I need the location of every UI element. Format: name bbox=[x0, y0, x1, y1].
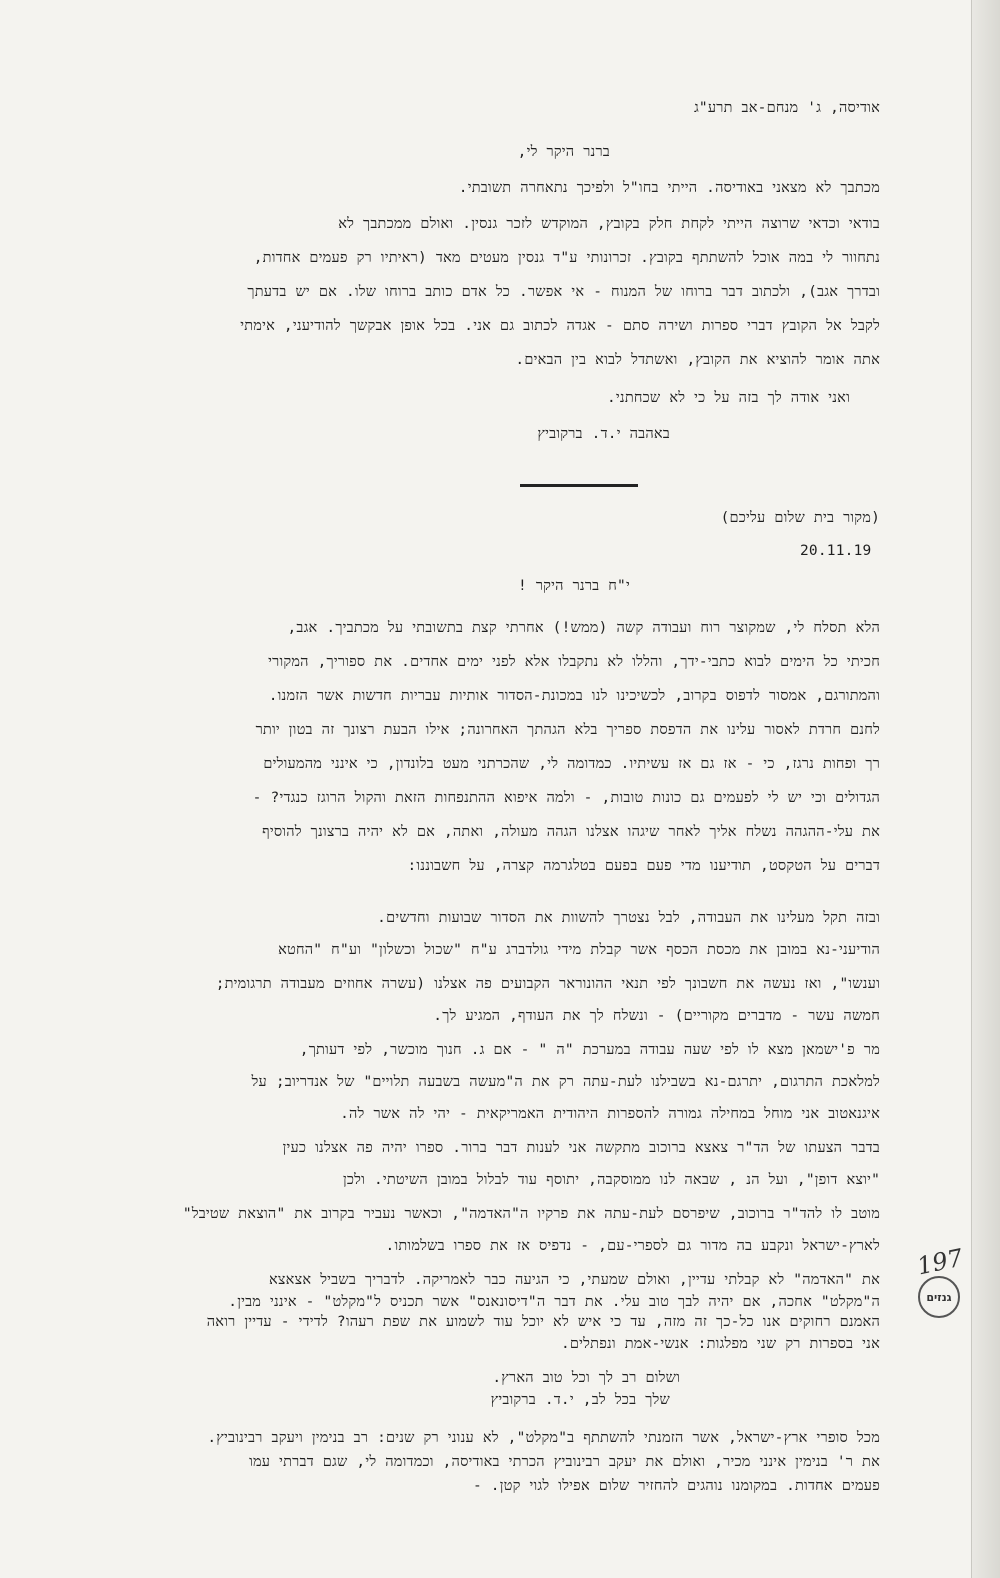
separator-rule bbox=[520, 484, 638, 487]
letter2-line: וענשו", ואז נעשה את חשבונך לפי תנאי ההונוראר הקבועים פה אצלנו (עשרה אחוזים מעבודה תרגומית; bbox=[215, 976, 880, 992]
letter2-closing: ושלום רב לך וכל טוב הארץ. bbox=[492, 1370, 680, 1386]
letter2-line: מר פ'ישמאן מצא לו לפי שעה עבודה במערכת "ה " - אם ג. חנוך מוכשר, לפי דעותך, bbox=[299, 1042, 880, 1058]
letter2-line: מוטב לו להד"ר ברוכוב, שיפרסם לעת-עתה את פרקיו ה"האדמה", וכאשר נעביר בקרוב את "הוצאת שטיבל" bbox=[182, 1206, 880, 1222]
letter2-line: אני בספרות רק שני מפלגות: אנשי-אמת ונפתלים. bbox=[561, 1336, 880, 1352]
letter1-paragraph-3: ואני אודה לך בזה על כי לא שכחתני. bbox=[606, 390, 850, 406]
letter1-signature: באהבה י.ד. ברקוביץ bbox=[537, 426, 670, 442]
letter2-line: ה"מקלט" אחכה, אם יהיה לבך טוב עלי. את דבר ה"דיסונאנס" אשר תכניס ל"מקלט" - אינני מבין. bbox=[228, 1294, 880, 1310]
letter1-paragraph-1: מכתבך לא מצאני באודיסה. הייתי בחו"ל ולפיכך נתאחרה תשובתי. bbox=[458, 180, 880, 196]
letter2-line: והמתורגם, אמסור לדפוס בקרוב, לכשיכינו לנו במכונת-הסדור אותיות עבריות חדשות אשר הזמנו. bbox=[268, 688, 880, 704]
letter1-paragraph-2-line: ובדרך אגב), ולכתוב דבר ברוחו של המנוח - אי אפשר. כל אדם כותב ברוחו שלו. אם יש בדעתך bbox=[247, 284, 880, 300]
letter2-line: בדבר הצעתו של הד"ר צאצא ברוכוב מתקשה אני לענות דבר ברור. ספרו יהיה פה אצלנו כעין bbox=[282, 1140, 880, 1156]
archive-stamp bbox=[908, 1243, 972, 1318]
letter1-salutation: ברנר היקר לי, bbox=[517, 144, 610, 160]
letter1-paragraph-2-line: בודאי וכדאי שרוצה הייתי לקחת חלק בקובץ, המוקדש לזכר גנסין. ואולם ממכתבך לא bbox=[338, 216, 880, 232]
archive-seal: גנזים bbox=[918, 1276, 960, 1318]
letter2-line: לארץ-ישראל ונקבע בה מדור גם לספרי-עם, - נדפיס אז את ספרו בשלמותו. bbox=[385, 1238, 880, 1254]
letter2-line: הלא תסלח לי, שמקוצר רוח ועבודה קשה (ממש!) אחרתי קצת בתשובתי על מכתביך. אגב, bbox=[287, 620, 880, 636]
letter2-line: חכיתי כל הימים לבוא כתבי-ידך, והללו לא נתקבלו אלא לפני ימים אחדים. את ספוריך, המקורי bbox=[268, 654, 880, 670]
letter2-postscript-line: פעמים אחדות. במקומנו נוהגים להחזיר שלום אפילו לגוי קטן. - bbox=[472, 1478, 880, 1494]
letter2-line: דברים על הטקסט, תודיענו מדי פעם בפעם בטלגרמה קצרה, על חשבוננו: bbox=[407, 858, 880, 874]
letter2-line: האמנם רחוקים אנו כל-כך זה מזה, עד כי איש לא יוכל עוד לשמוע את שפת רעהו? לדידי - עדיין רואה bbox=[206, 1314, 880, 1330]
letter2-line: את "האדמה" לא קבלתי עדיין, ואולם שמעתי, כי הגיעה כבר לאמריקה. לדבריך בשביל אצאצא bbox=[268, 1272, 880, 1288]
archive-number: 197 bbox=[914, 1243, 966, 1281]
letter2-line: ובזה תקל מעלינו את העבודה, לבל נצטרך להשוות את הסדור שבועות וחדשים. bbox=[377, 910, 880, 926]
letter1-paragraph-2-line: נתחוור לי במה אוכל להשתתף בקובץ. זכרונותי ע"ד גנסין מעטים מאד (ראיתיו רק פעמים אחדות, bbox=[253, 250, 880, 266]
letter2-signature: שלך בכל לב, י.ד. ברקוביץ bbox=[490, 1392, 670, 1408]
letter2-line: "יוצא דופן", ועל הנ , שבאה לנו ממוסקבה, יתוסף עוד לבלול במובן השיטתי. ולכן bbox=[342, 1172, 880, 1188]
letter2-line: הודיעני-נא במובן את מכסת הכסף אשר קבלת מידי גולדברג ע"ח "שכול וכשלון" וע"ח "החטא bbox=[278, 942, 880, 958]
letter2-line: רך ופחות נרגז, כי - אז גם אז עשיתיו. כמדומה לי, שהכרתני מעט בלונדון, כי אינני מהמעולים bbox=[263, 756, 880, 772]
letter1-date: אודיסה, ג' מנחם-אב תרע"ג bbox=[693, 100, 880, 116]
letter2-line: איגנאטוב אני מוחל במחילה גמורה להספרות היהודית האמריקאית - יהי לה אשר לה. bbox=[340, 1106, 880, 1122]
letter2-line: למלאכת התרגום, יתרגם-נא בשבילנו לעת-עתה רק את ה"מעשה בשבעה תלויים" של אנדריוב; על bbox=[251, 1074, 880, 1090]
letter2-postscript-line: את ר' בנימין אינני מכיר, ואולם את יעקב רבינוביץ הכרתי באודיסה, וכמדומה לי, שגם דברתי עמו bbox=[249, 1454, 880, 1470]
letter1-paragraph-2-line: אתה אומר להוציא את הקובץ, ואשתדל לבוא בין הבאים. bbox=[515, 352, 880, 368]
letter2-date: 20.11.19 bbox=[800, 543, 872, 559]
letter2-source-note: (מקור בית שלום עליכם) bbox=[720, 510, 880, 526]
letter2-line: הגדולים וכי יש לי לפעמים גם כונות טובות, - ולמה איפוא ההתנפחות הזאת והקול הרוגז כנגדי? - bbox=[252, 790, 880, 806]
letter2-salutation: י"ח ברנר היקר ! bbox=[517, 578, 630, 594]
page-edge bbox=[971, 0, 1000, 1578]
letter2-line: לחנם חרדת לאסור עלינו את הדפסת ספריך בלא הגהתך האחרונה; אילו הבעת רצונך זה בטון יותר bbox=[255, 722, 880, 738]
letter2-postscript-line: מכל סופרי ארץ-ישראל, אשר הזמנתי להשתתף ב"מקלט", לא ענוני רק שנים: רב בנימין ויעקב רבינוביץ. bbox=[207, 1430, 880, 1446]
letter2-line: את עלי-ההגהה נשלח אליך לאחר שיגהו אצלנו הגהה מעולה, ואתה, אם לא יהיה ברצונך להוסיף bbox=[262, 824, 880, 840]
letter1-paragraph-2-line: לקבל אל הקובץ דברי ספרות ושירה סתם - אגדה לכתוב גם אני. בכל אופן אבקשך להודיעני, אימתי bbox=[240, 318, 880, 334]
letter2-line: חמשה עשר - מדברים מקוריים) - ונשלח לך את העודף, המגיע לך. bbox=[433, 1008, 880, 1024]
